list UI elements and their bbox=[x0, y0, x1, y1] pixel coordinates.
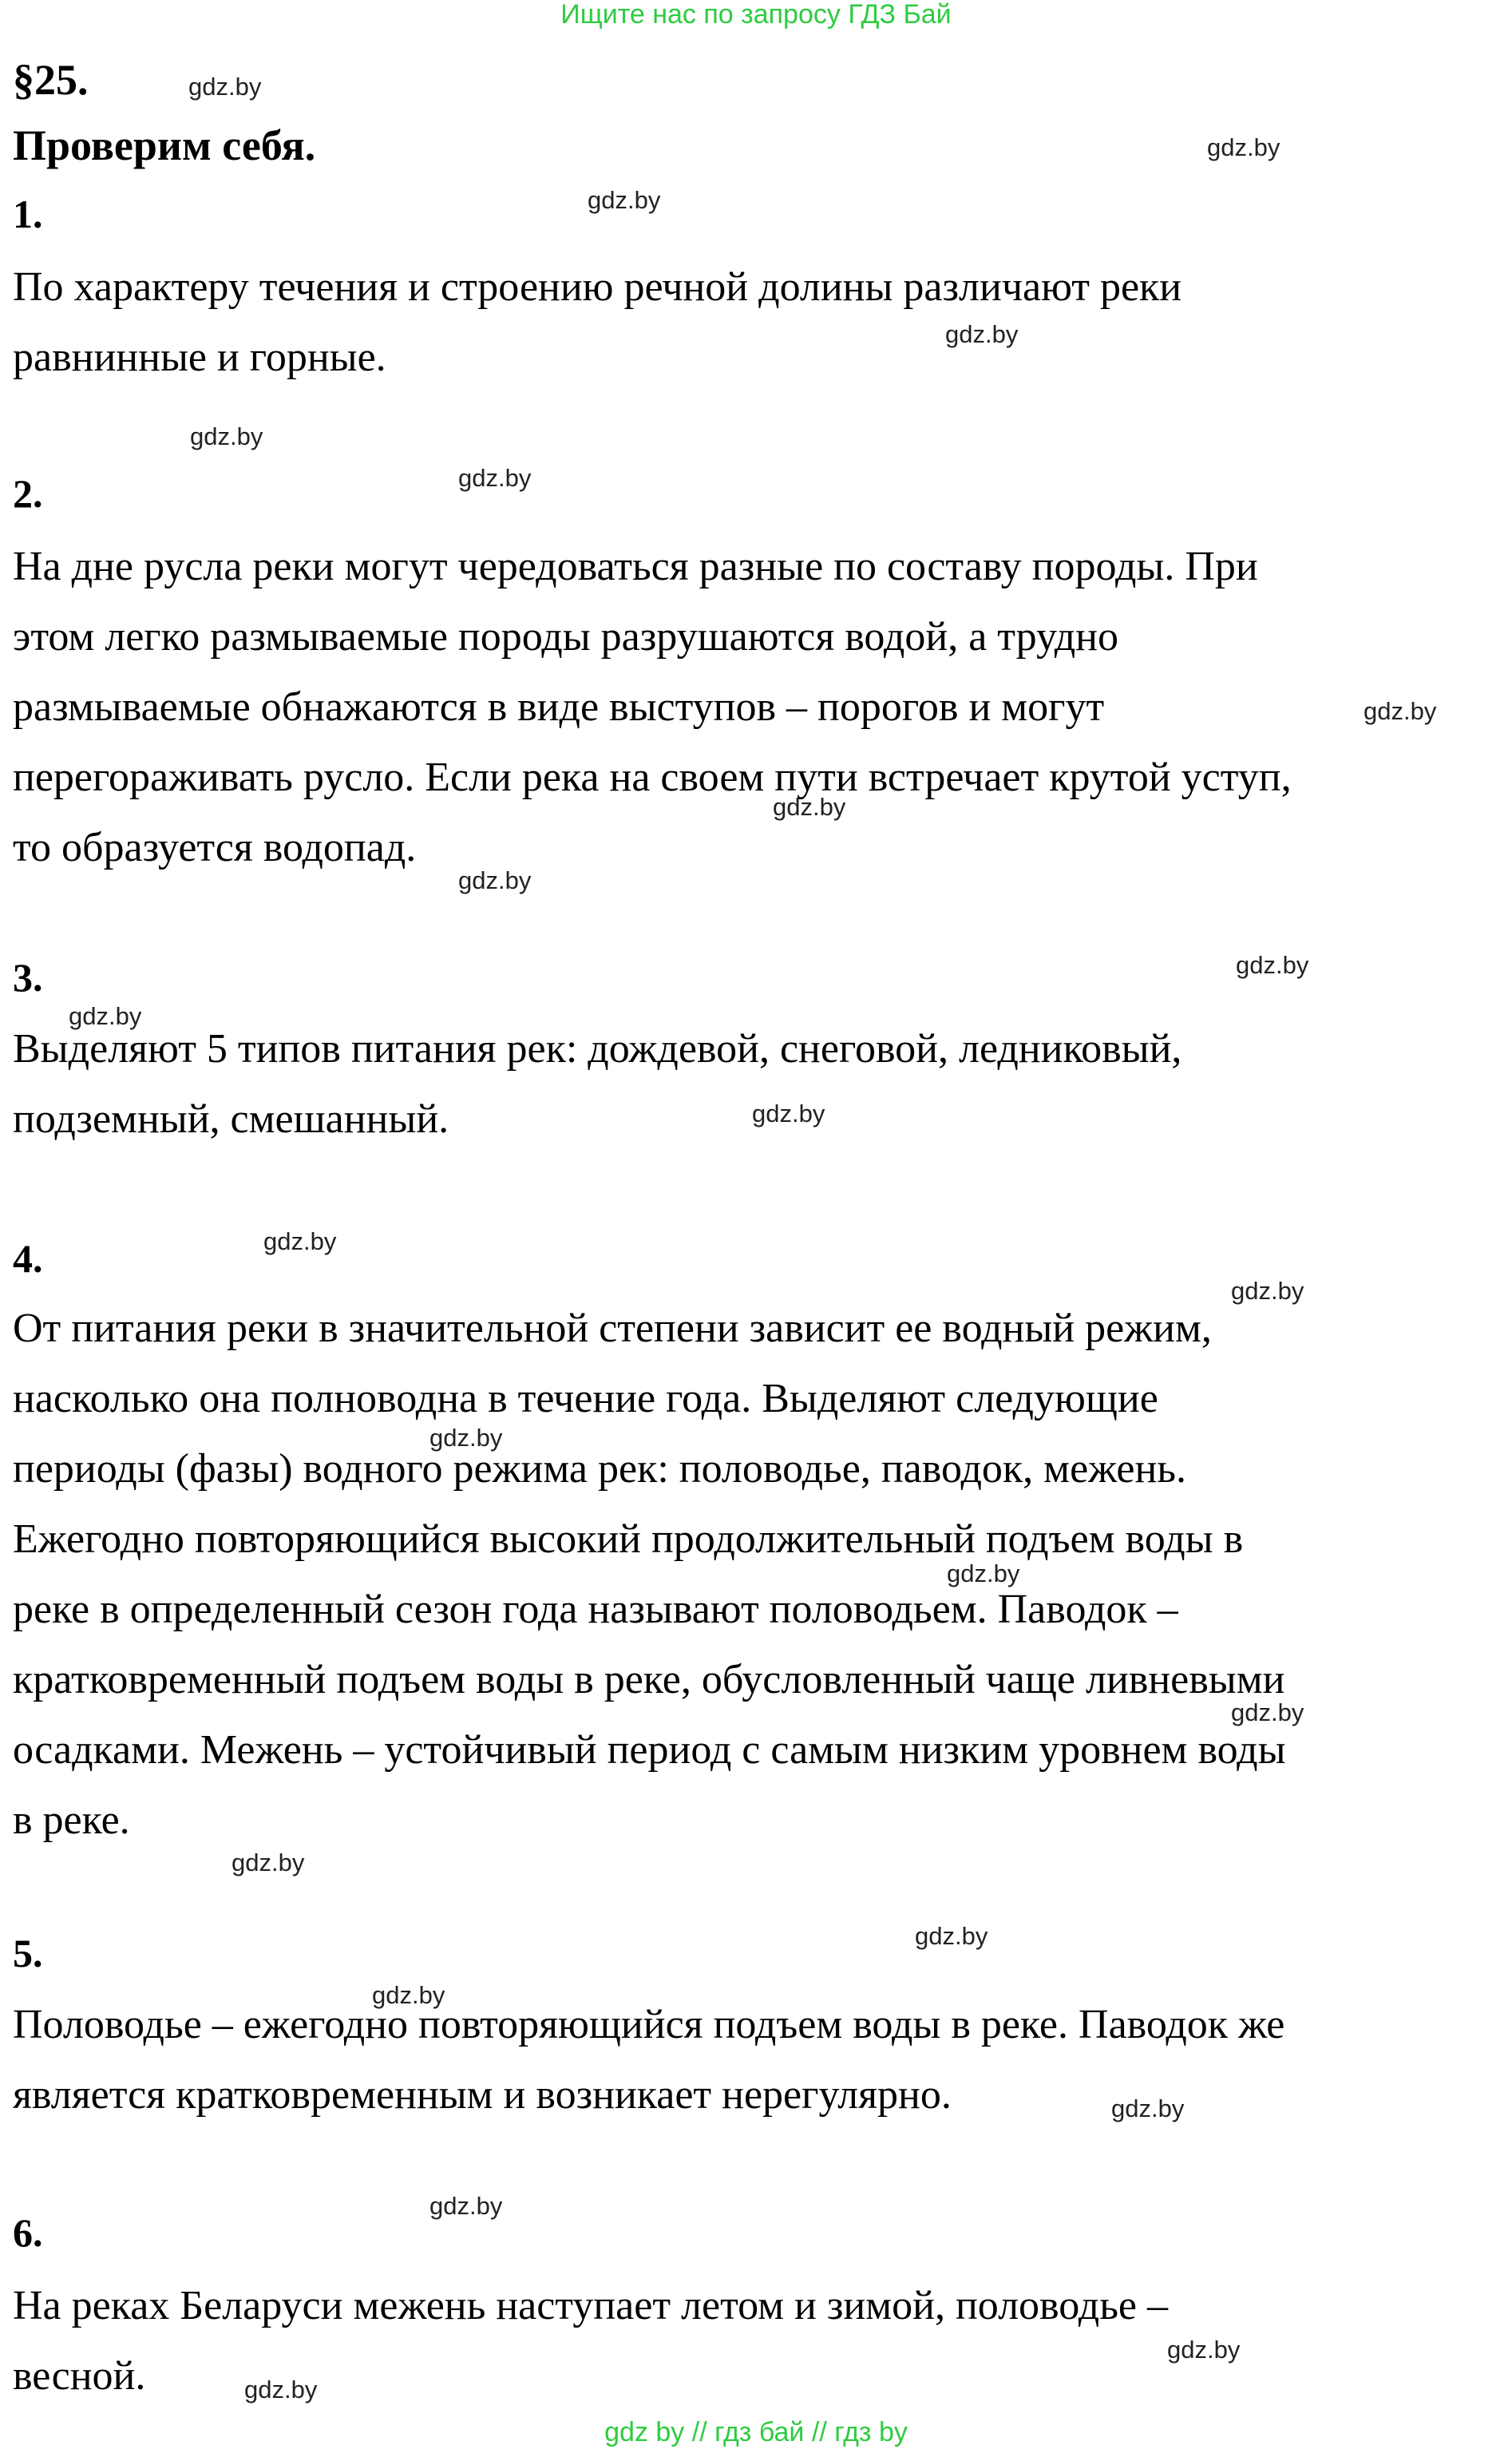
answer-6-line: весной. bbox=[13, 2353, 146, 2399]
watermark: gdz.by bbox=[69, 1002, 142, 1030]
answer-3-line: Выделяют 5 типов питания рек: дождевой, снеговой, ледниковый, bbox=[13, 1026, 1182, 1072]
answer-5-line: Половодье – ежегодно повторяющийся подъем воды в реке. Паводок же bbox=[13, 2002, 1285, 2047]
answer-4-line: От питания реки в значительной степени зависит ее водный режим, bbox=[13, 1306, 1212, 1351]
section-number: §25. bbox=[13, 56, 89, 104]
watermark: gdz.by bbox=[372, 1981, 445, 2009]
watermark: gdz.by bbox=[429, 1424, 503, 1452]
answer-2-text bbox=[13, 532, 1292, 883]
watermark: gdz.by bbox=[752, 1100, 825, 1127]
answer-4-line: периоды (фазы) водного режима рек: половодье, паводок, межень. bbox=[13, 1446, 1187, 1492]
watermark: gdz.by bbox=[1207, 133, 1280, 161]
watermark: gdz.by bbox=[1167, 2336, 1241, 2364]
watermark: gdz.by bbox=[1364, 697, 1437, 725]
watermark: gdz.by bbox=[947, 1559, 1020, 1587]
answer-3-text bbox=[13, 1014, 1181, 1155]
answer-4-line: осадками. Межень – устойчивый период с самым низким уровнем воды bbox=[13, 1727, 1286, 1773]
answer-4-text bbox=[13, 1294, 1286, 1856]
answer-5-text bbox=[13, 1990, 1284, 2130]
answer-3-number: 3. bbox=[13, 955, 43, 1000]
answer-6-line: На реках Беларуси межень наступает летом и зимой, половодье – bbox=[13, 2283, 1169, 2328]
watermark: gdz.by bbox=[263, 1227, 337, 1255]
answer-4-number: 4. bbox=[13, 1236, 43, 1281]
answer-5-line: является кратковременным и возникает нерегулярно. bbox=[13, 2072, 952, 2118]
answer-1-number: 1. bbox=[13, 192, 43, 236]
answer-4-line: Ежегодно повторяющийся высокий продолжительный подъем воды в bbox=[13, 1516, 1244, 1562]
answer-2-number: 2. bbox=[13, 471, 43, 516]
answer-3-line: подземный, смешанный. bbox=[13, 1096, 449, 1142]
watermark: gdz.by bbox=[1231, 1277, 1304, 1305]
watermark: gdz.by bbox=[188, 73, 262, 101]
answer-1-line: По характеру течения и строению речной долины различают реки bbox=[13, 264, 1182, 310]
watermark: gdz.by bbox=[458, 464, 532, 492]
answer-2-line: На дне русла реки могут чередоваться разные по составу породы. При bbox=[13, 544, 1258, 589]
answer-2-line: то образуется водопад. bbox=[13, 825, 417, 870]
answer-2-line: этом легко размываемые породы разрушаются водой, а трудно bbox=[13, 614, 1118, 660]
watermark: gdz.by bbox=[429, 2192, 503, 2220]
answer-4-line: в реке. bbox=[13, 1797, 130, 1843]
answer-6-number: 6. bbox=[13, 2210, 43, 2255]
watermark: gdz.by bbox=[1111, 2094, 1185, 2122]
answer-5-number: 5. bbox=[13, 1931, 43, 1975]
answer-4-line: реке в определенный сезон года называют половодьем. Паводок – bbox=[13, 1587, 1178, 1632]
answer-4-line: насколько она полноводна в течение года. Выделяют следующие bbox=[13, 1376, 1158, 1421]
page-title: Проверим себя. bbox=[13, 121, 316, 169]
watermark: gdz.by bbox=[232, 1849, 305, 1876]
watermark: gdz.by bbox=[773, 793, 846, 821]
top-banner: Ищите нас по запросу ГДЗ Бай bbox=[560, 0, 952, 30]
watermark: gdz.by bbox=[915, 1922, 988, 1950]
answer-4-line: кратковременный подъем воды в реке, обусловленный чаще ливневыми bbox=[13, 1657, 1285, 1702]
watermark: gdz.by bbox=[1236, 951, 1309, 979]
answer-2-line: перегораживать русло. Если река на своем пути встречает крутой уступ, bbox=[13, 755, 1292, 800]
watermark: gdz.by bbox=[244, 2376, 318, 2403]
watermark: gdz.by bbox=[588, 186, 661, 214]
footer-links: gdz by // гдз бай // гдз by bbox=[604, 2417, 908, 2447]
watermark: gdz.by bbox=[190, 422, 263, 450]
answer-2-line: размываемые обнажаются в виде выступов – порогов и могут bbox=[13, 684, 1105, 730]
watermark: gdz.by bbox=[1231, 1698, 1304, 1726]
answer-1-line: равнинные и горные. bbox=[13, 335, 386, 380]
watermark: gdz.by bbox=[458, 866, 532, 894]
watermark: gdz.by bbox=[945, 320, 1019, 348]
answer-6-text bbox=[13, 2271, 1168, 2411]
